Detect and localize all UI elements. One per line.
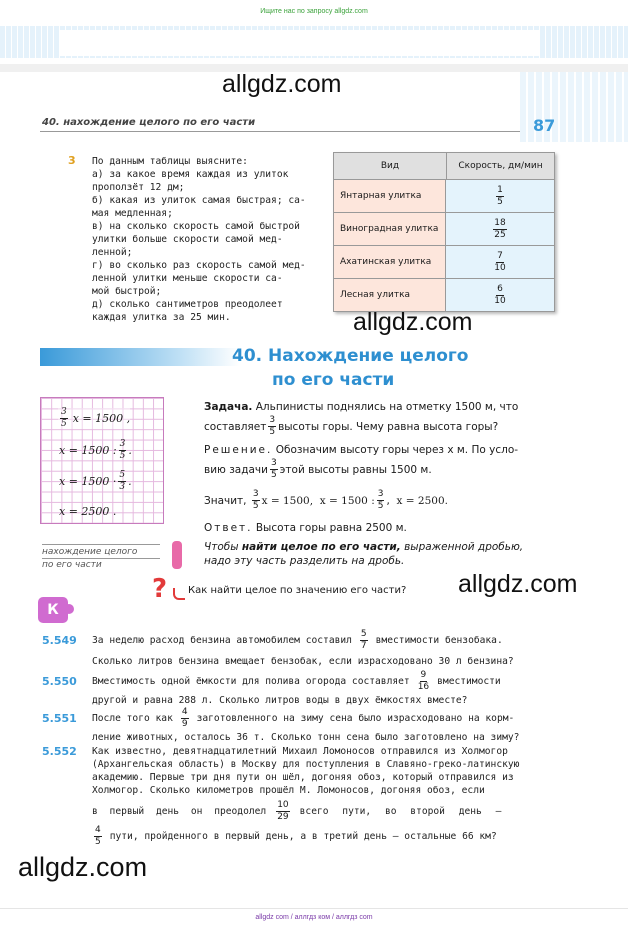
task-block: [204, 400, 558, 535]
answer-line: Ответ. Высота горы равна 2500 м.: [204, 522, 407, 534]
watermark: allgdz.com: [458, 570, 578, 598]
section-title: [232, 344, 468, 392]
top-link[interactable]: Ищите нас по запросу allgdz.com: [260, 8, 368, 15]
exercise-line: г) во сколько раз скорость самой мед-: [92, 260, 306, 271]
question-mark-icon: ?: [152, 574, 168, 604]
problem: 5.549 За неделю расход бензина автомобилем составил $\frac{5}{7}$ вместимости бензобака. Сколько литров бензина вмещает бензобак, если израсходовано 30 л бензина?: [42, 629, 514, 667]
header-rule: [40, 131, 520, 132]
grid-notebook: [40, 397, 164, 524]
rule-text: Чтобы найти целое по его части, выраженной дробью, надо эту часть разделить на дробь.: [204, 541, 524, 567]
task-line: Задача. Альпинисты поднялись на отметку 1500 м, что: [204, 401, 519, 413]
problem: 5.550 Вместимость одной ёмкости для полива огорода составляет $\frac{9}{16}$ вместимости другой и равна 288 л. Сколько литров воды в двух ёмкостях вместе?: [42, 670, 501, 706]
watermark: allgdz.com: [222, 70, 342, 98]
table-cell-kind: Лесная улитка: [334, 279, 446, 311]
page-number: 87: [533, 116, 556, 135]
footer-links[interactable]: allgdz com / аллгдз ком / аллгдз com: [255, 914, 373, 921]
table-cell-kind: Виноградная улитка: [334, 213, 446, 245]
watermark: allgdz.com: [353, 308, 473, 336]
problem: 5.551 После того как $\frac{4}{9}$ заготовленного на зиму сена было израсходовано на корм- ление животных, осталось 36 т. Сколько тонн сена было заготовлено на зиму?: [42, 707, 520, 743]
table-row: [334, 246, 554, 279]
snail-table: [333, 152, 555, 312]
exercise-line: улитки больше скорости самой мед-: [92, 234, 283, 245]
watermark: allgdz.com: [18, 852, 148, 882]
top-decor-cover: [60, 30, 540, 56]
solution-line: вию задачи $\frac{3}{5}$ этой высоты равны 1500 м.: [204, 458, 432, 480]
exercise-number: 3: [68, 154, 76, 167]
exercise-line: мой быстрой;: [92, 286, 162, 297]
section-title-bar: [40, 348, 240, 366]
exercise-line: б) какая из улиток самая быстрая; са-: [92, 195, 306, 206]
question-text: Как найти целое по значению его части?: [188, 585, 407, 596]
exercise-text: [92, 155, 327, 324]
section-title-line1: 40. Нахождение целого: [232, 346, 469, 366]
speed-fraction: $\frac{18}{25}$: [494, 217, 506, 240]
table-header-kind: Вид: [334, 153, 447, 179]
problem-number: 5.552: [42, 745, 77, 758]
footer-divider: [0, 908, 628, 909]
speed-fraction: $\frac{6}{10}$: [494, 283, 506, 306]
table-cell-kind: Ахатинская улитка: [334, 246, 446, 278]
exercise-line: а) за какое время каждая из улиток: [92, 169, 289, 180]
grid-equation: x = 1500 : $\frac{3}{5}$ .: [59, 439, 132, 461]
problem: 5.552 Как известно, девятнадцатилетний Михаил Ломоносов отправился из Холмогор (Архангельская область) в Москву для поступления в Славяно-греко-латинскую академию. Первые три дня пути он шёл, догоняя обоз, который отправился из Холмогор. Сколько километров прошёл М. Ломоносов, догоняя обоз, если в первый день он преодолел $\frac{10}{29}$ всего пути, во второй день — $\frac{4}{5}$ пути, пройденного в первый день, а в третий день — остальные 66 км?: [42, 745, 520, 847]
solution-line: Решение. Обозначим высоту горы через x м. По усло-: [204, 444, 519, 456]
k-badge-icon: К: [38, 597, 68, 623]
exercise-line: д) сколько сантиметров преодолеет: [92, 299, 283, 310]
exercise-line: в) на сколько скорость самой быстрой: [92, 221, 300, 232]
exercise-line: мая медленная;: [92, 208, 173, 219]
equation-line: Значит, $\frac{3}{5}$ x = 1500, x = 1500 : $\frac{3}{5}$ , x = 2500.: [204, 489, 448, 511]
problem-number: 5.549: [42, 634, 77, 647]
table-header-speed: Скорость, дм/мин: [458, 161, 543, 171]
problem-number: 5.550: [42, 675, 77, 688]
problem-number: 5.551: [42, 712, 77, 725]
question-arrow-icon: [173, 588, 185, 600]
grid-equation: $\frac{3}{5}$ x = 1500 ,: [58, 408, 130, 429]
exercise-line: ленной улитки меньше скорости са-: [92, 273, 283, 284]
k-badge-tab: [64, 604, 74, 614]
section-title-line2: по его части: [272, 370, 395, 390]
rule-marker: [172, 541, 182, 569]
speed-fraction: $\frac{1}{5}$: [497, 184, 503, 207]
running-header: 40. нахождение целого по его части: [42, 117, 256, 128]
exercise-line: проползёт 12 дм;: [92, 182, 185, 193]
grid-equation: x = 1500 · $\frac{5}{3}$ .: [59, 470, 132, 492]
exercise-line: ленной;: [92, 247, 133, 258]
table-cell-kind: Янтарная улитка: [334, 180, 446, 212]
table-row: [334, 180, 554, 213]
rule-side-label: нахождение целого по его части: [42, 544, 160, 571]
exercise-line: каждая улитка за 25 мин.: [92, 312, 231, 323]
table-row: [334, 213, 554, 246]
table-row: [334, 279, 554, 311]
speed-fraction: $\frac{7}{10}$: [494, 250, 506, 273]
grid-equation: x = 2500 .: [59, 505, 117, 518]
exercise-line: По данным таблицы выясните:: [92, 156, 248, 167]
task-line: составляет $\frac{3}{5}$ высоты горы. Чему равна высота горы?: [204, 415, 499, 437]
